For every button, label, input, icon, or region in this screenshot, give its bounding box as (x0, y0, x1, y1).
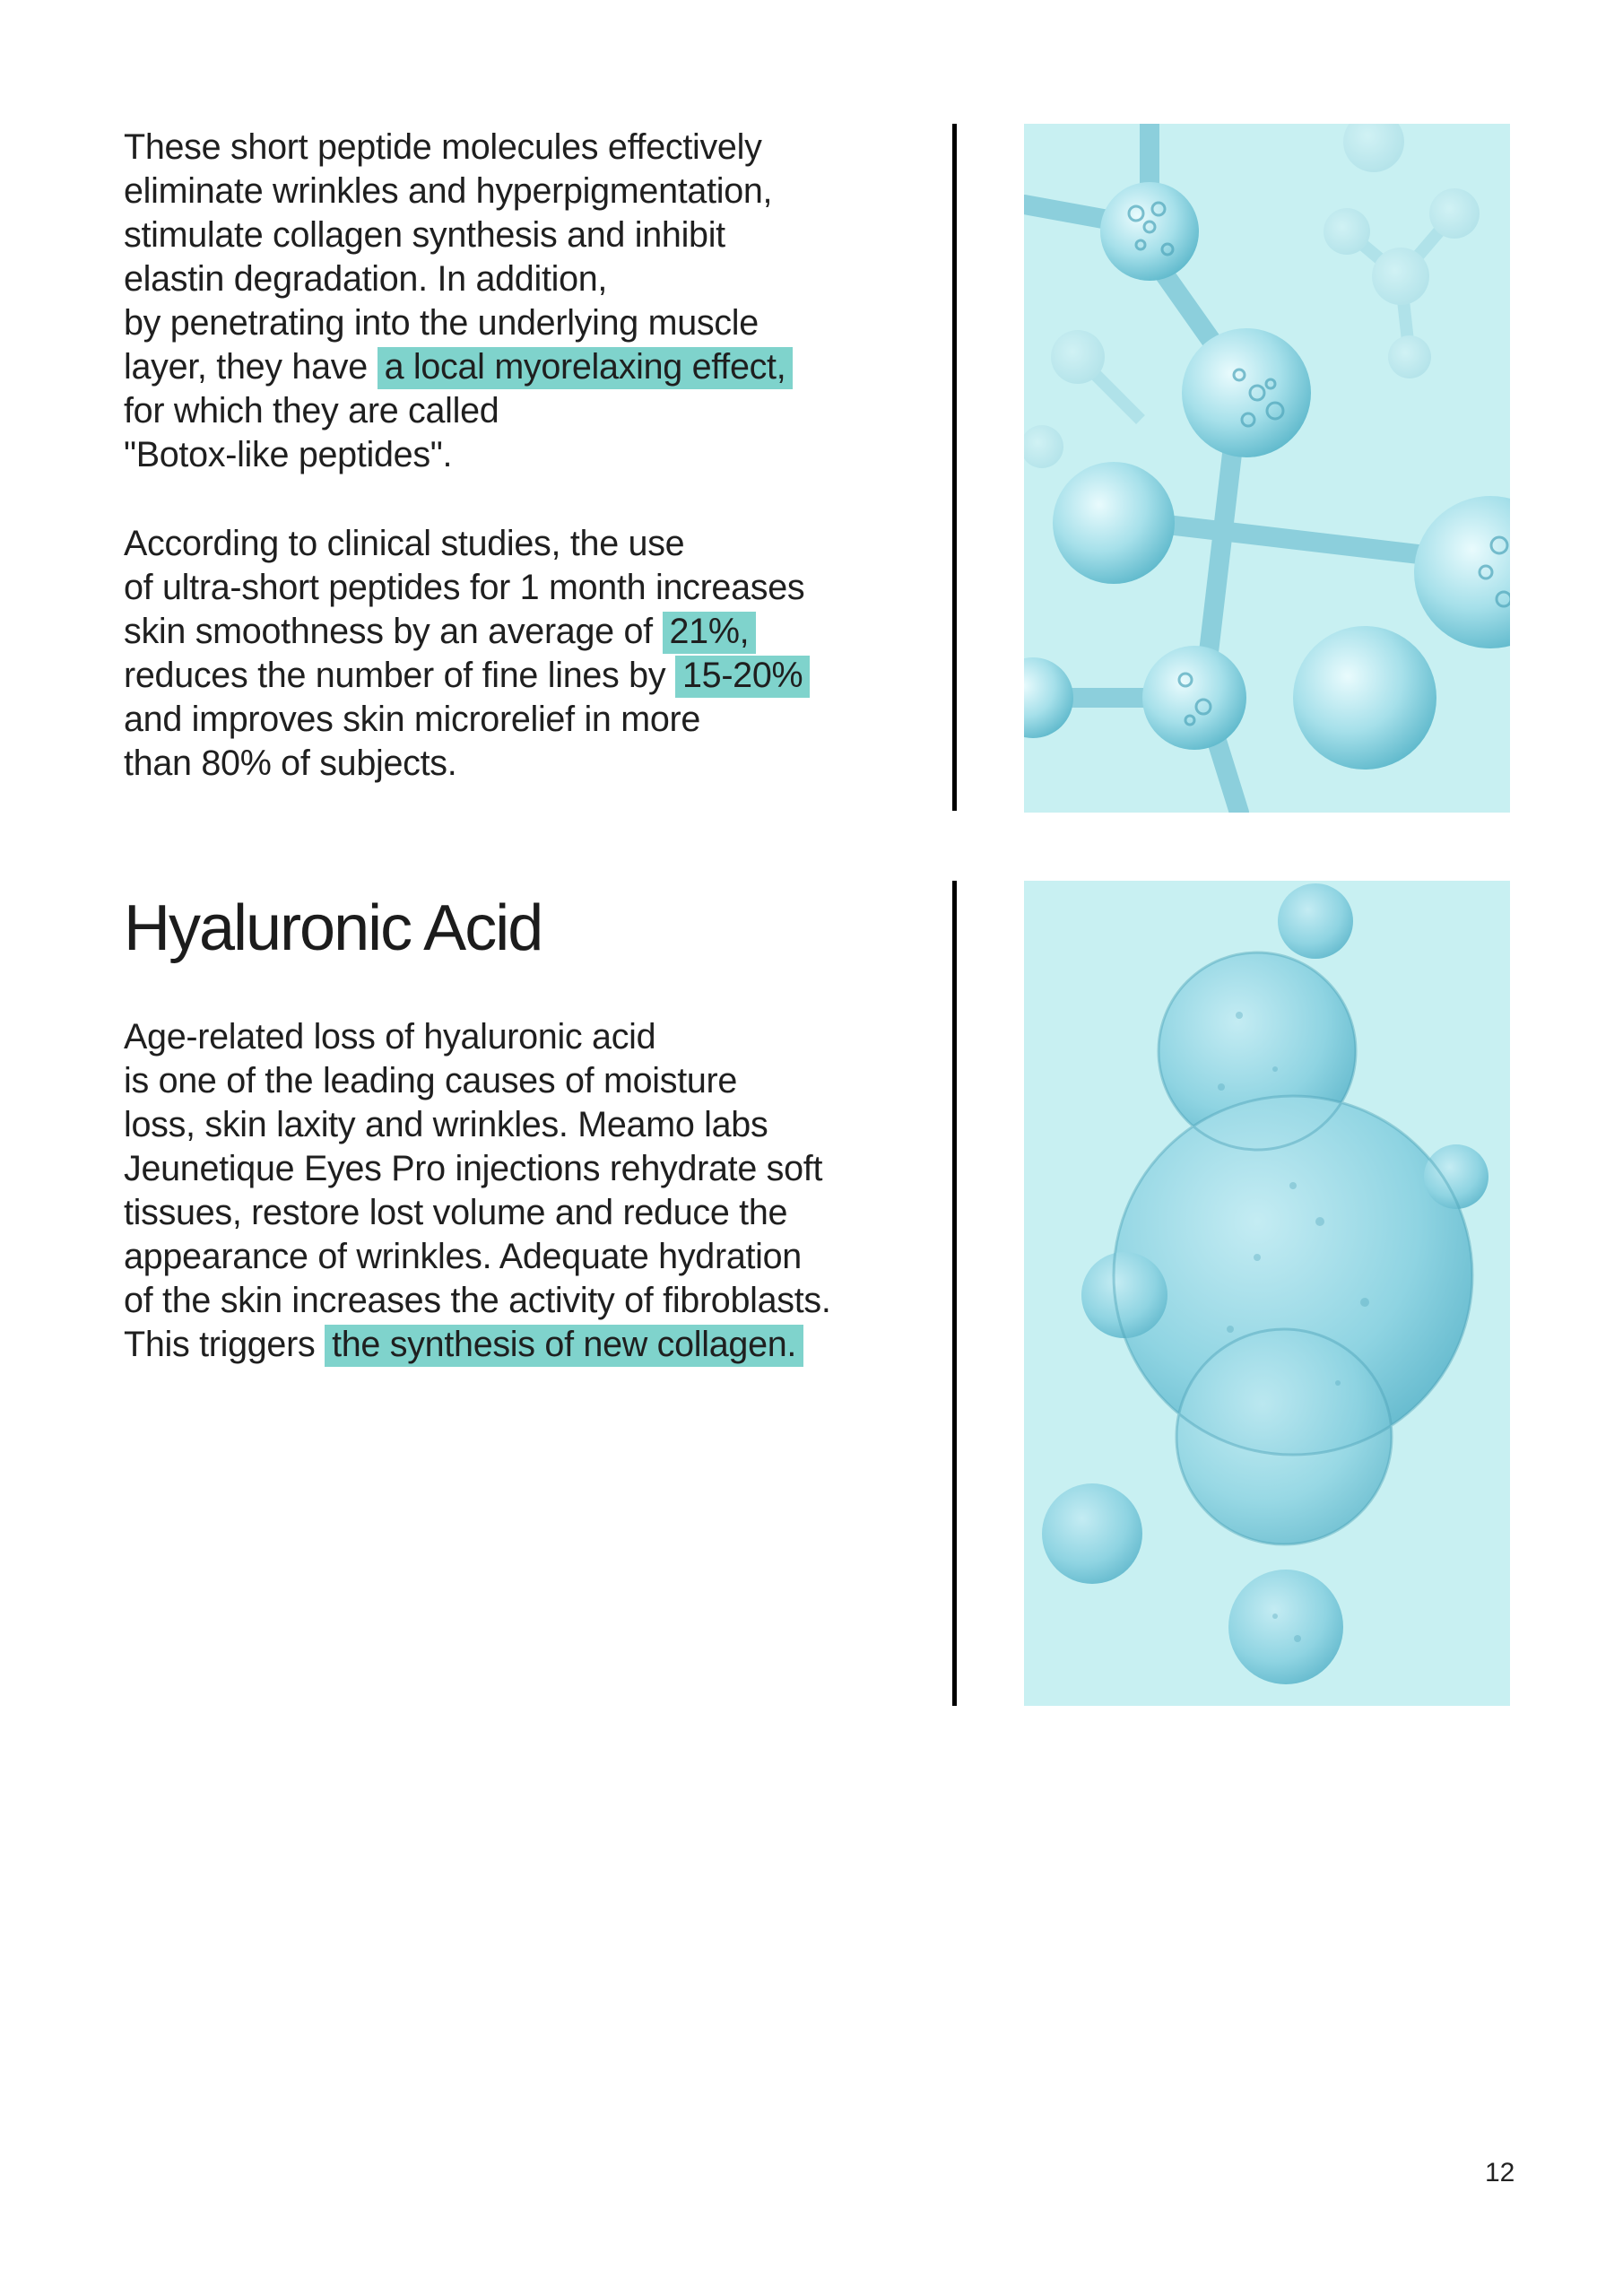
text-line: than 80% of subjects. (124, 744, 457, 783)
hyaluronic-bubbles-image (1024, 881, 1510, 1706)
text-segment: reduces the number of fine lines by (124, 656, 675, 695)
highlight-new-collagen: the synthesis of new collagen. (325, 1325, 803, 1367)
text-line: elastin degradation. In addition, (124, 259, 608, 299)
peptides-paragraph-2 (124, 522, 931, 786)
text-line: loss, skin laxity and wrinkles. Meamo labs (124, 1105, 768, 1144)
text-line: for which they are called (124, 391, 499, 430)
text-line: tissues, restore lost volume and reduce the (124, 1193, 788, 1232)
bubbles-illustration (1024, 881, 1510, 1706)
peptides-paragraph-1 (124, 126, 931, 477)
molecule-spheres (1024, 182, 1510, 770)
text-line: These short peptide molecules effectively (124, 127, 762, 167)
highlight-21-percent: 21%, (663, 612, 757, 654)
text-line: Age-related loss of hyaluronic acid (124, 1017, 656, 1057)
text-segment: skin smoothness by an average of (124, 612, 663, 651)
text-line: by penetrating into the underlying muscle (124, 303, 759, 343)
text-segment: This triggers (124, 1325, 325, 1364)
text-line: is one of the leading causes of moisture (124, 1061, 738, 1100)
text-segment: layer, they have (124, 347, 378, 387)
bubbles (1042, 883, 1488, 1684)
text-line: and improves skin microrelief in more (124, 700, 701, 739)
molecule-illustration (1024, 124, 1510, 813)
text-line (124, 345, 931, 389)
molecule-image (1024, 124, 1510, 813)
text-line (124, 610, 931, 654)
text-line: of ultra-short peptides for 1 month increases (124, 568, 805, 607)
highlight-15-20-percent: 15-20% (675, 656, 810, 698)
page-number: 12 (1485, 2158, 1515, 2187)
highlight-myorelaxing: a local myorelaxing effect, (378, 347, 794, 389)
text-line: stimulate collagen synthesis and inhibit (124, 215, 725, 255)
text-line (124, 654, 931, 698)
text-line: of the skin increases the activity of fibroblasts. (124, 1281, 831, 1320)
text-line: According to clinical studies, the use (124, 524, 685, 563)
text-line (124, 1323, 931, 1367)
text-line: appearance of wrinkles. Adequate hydration (124, 1237, 802, 1276)
hyaluronic-heading: Hyaluronic Acid (124, 892, 542, 964)
divider-line-bottom (952, 881, 957, 1706)
text-line: "Botox-like peptides". (124, 435, 453, 474)
text-line: Jeunetique Eyes Pro injections rehydrate soft (124, 1149, 823, 1188)
divider-line-top (952, 124, 957, 811)
hyaluronic-paragraph (124, 1015, 931, 1367)
text-line: eliminate wrinkles and hyperpigmentation, (124, 171, 773, 211)
